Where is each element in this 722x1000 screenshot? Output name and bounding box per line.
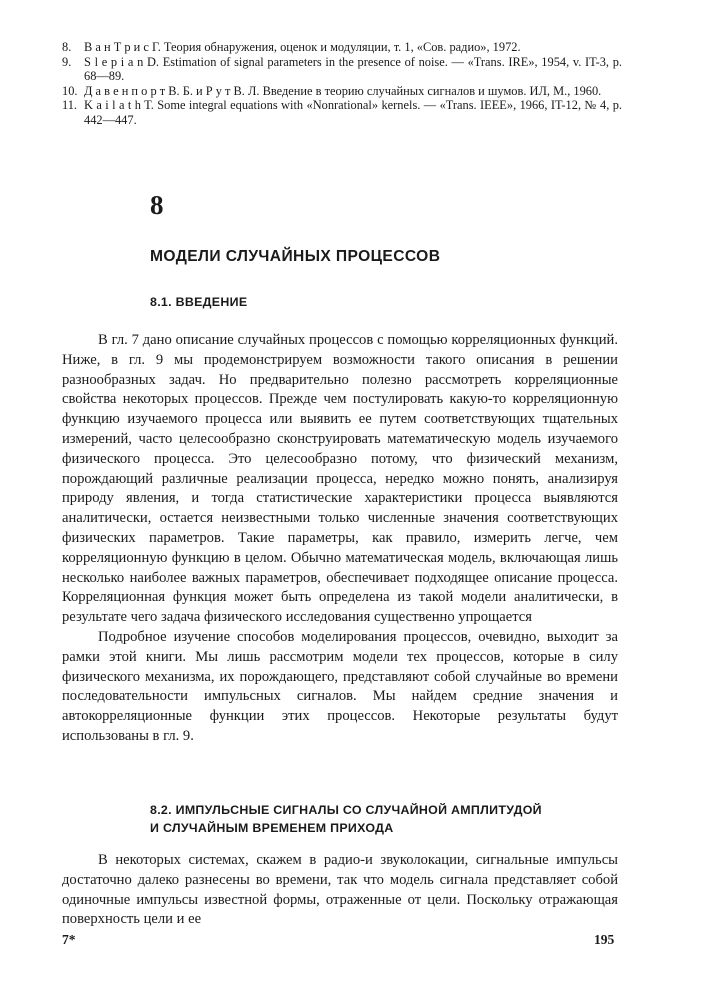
reference-text: S l e p i a n D. Estimation of signal parameters in the presence of noise. — «Trans. IRE», 1954, v. IT-3, p. 68—89. xyxy=(84,54,622,84)
section-impulse-signals-body xyxy=(62,851,618,930)
reference-item xyxy=(62,40,622,55)
chapter-title: МОДЕЛИ СЛУЧАЙНЫХ ПРОЦЕССОВ xyxy=(150,248,441,265)
section-heading-line: 8.2. ИМПУЛЬСНЫЕ СИГНАЛЫ СО СЛУЧАЙНОЙ АМПЛИТУДОЙ xyxy=(150,803,542,817)
reference-number: 9. xyxy=(62,54,72,69)
reference-list xyxy=(62,40,622,128)
section-heading-impulse-signals xyxy=(150,801,630,837)
chapter-number: 8 xyxy=(150,190,164,220)
paragraph: В некоторых системах, скажем в радио-и звуколокации, сигнальные импульсы достаточно далеко разнесены во времени, так что модель сигнала представляет собой одиночные импульсы известной формы, отраженные от цели. Поскольку отражающая поверхность цели и ее xyxy=(62,852,618,928)
paragraph: В гл. 7 дано описание случайных процессов с помощью корреляционных функций. Ниже, в гл. 9 мы продемонстрируем возможности такого описания в решении разнообразных задач. Но предварительно полезно рассмотреть корреляционные свойства некоторых процессов. Прежде чем постулировать какую-то корреляционную функцию изучаемого процесса или выявить ее путем соответствующих тщательных измерений, часто целесообразно сконструировать математическую модель изучаемого физического процесса. Это целесообразно потому, что физический механизм, порождающий различные реализации процесса, нередко можно понять, анализируя природу явления, и тогда статистические характеристики процесса выявляются аналитически, остается неизвестными только численные значения соответствующих физических параметров. Такие параметры, как правило, измерить легче, чем корреляционную функцию в целом. Обычно математическая модель, включающая лишь несколько наиболее важных параметров, обеспечивает подходящее описание процесса. Корреляционная функция может быть определена из такой модели аналитически, в результате чего задача физического исследования существенно упрощается xyxy=(62,332,618,626)
paragraph: Подробное изучение способов моделирования процессов, очевидно, выходит за рамки этой книги. Мы лишь рассмотрим модели тех процессов, которые в силу физического механизма, их порождающего, представляют собой случайные во времени последовательности импульсных сигналов. Мы найдем средние значения и автокорреляционные функции этих процессов. Некоторые результаты будут использованы в гл. 9. xyxy=(62,628,618,744)
reference-number: 11. xyxy=(62,98,78,113)
section-introduction-body xyxy=(62,331,618,747)
reference-number: 10. xyxy=(62,83,78,98)
reference-item xyxy=(62,98,622,127)
section-heading-line: И СЛУЧАЙНЫМ ВРЕМЕНЕМ ПРИХОДА xyxy=(150,821,394,835)
section-heading-introduction: 8.1. ВВЕДЕНИЕ xyxy=(150,295,248,309)
reference-text: В а н Т р и с Г. Теория обнаружения, оценок и модуляции, т. 1, «Сов. радио», 1972. xyxy=(84,40,521,54)
reference-text: K a i l a t h T. Some integral equations with «Nonrational» kernels. — «Trans. IEEE», 1966, IT-12, № 4, p. 442—447. xyxy=(84,98,622,127)
reference-number: 8. xyxy=(62,40,72,54)
page-number: 195 xyxy=(594,932,615,947)
reference-item xyxy=(62,55,622,84)
reference-text: Д а в е н п о р т В. Б. и Р у т В. Л. Введение в теорию случайных сигналов и шумов. ИЛ, М., 1960. xyxy=(84,83,602,98)
signature-mark: 7* xyxy=(62,932,76,947)
reference-item xyxy=(62,84,622,99)
